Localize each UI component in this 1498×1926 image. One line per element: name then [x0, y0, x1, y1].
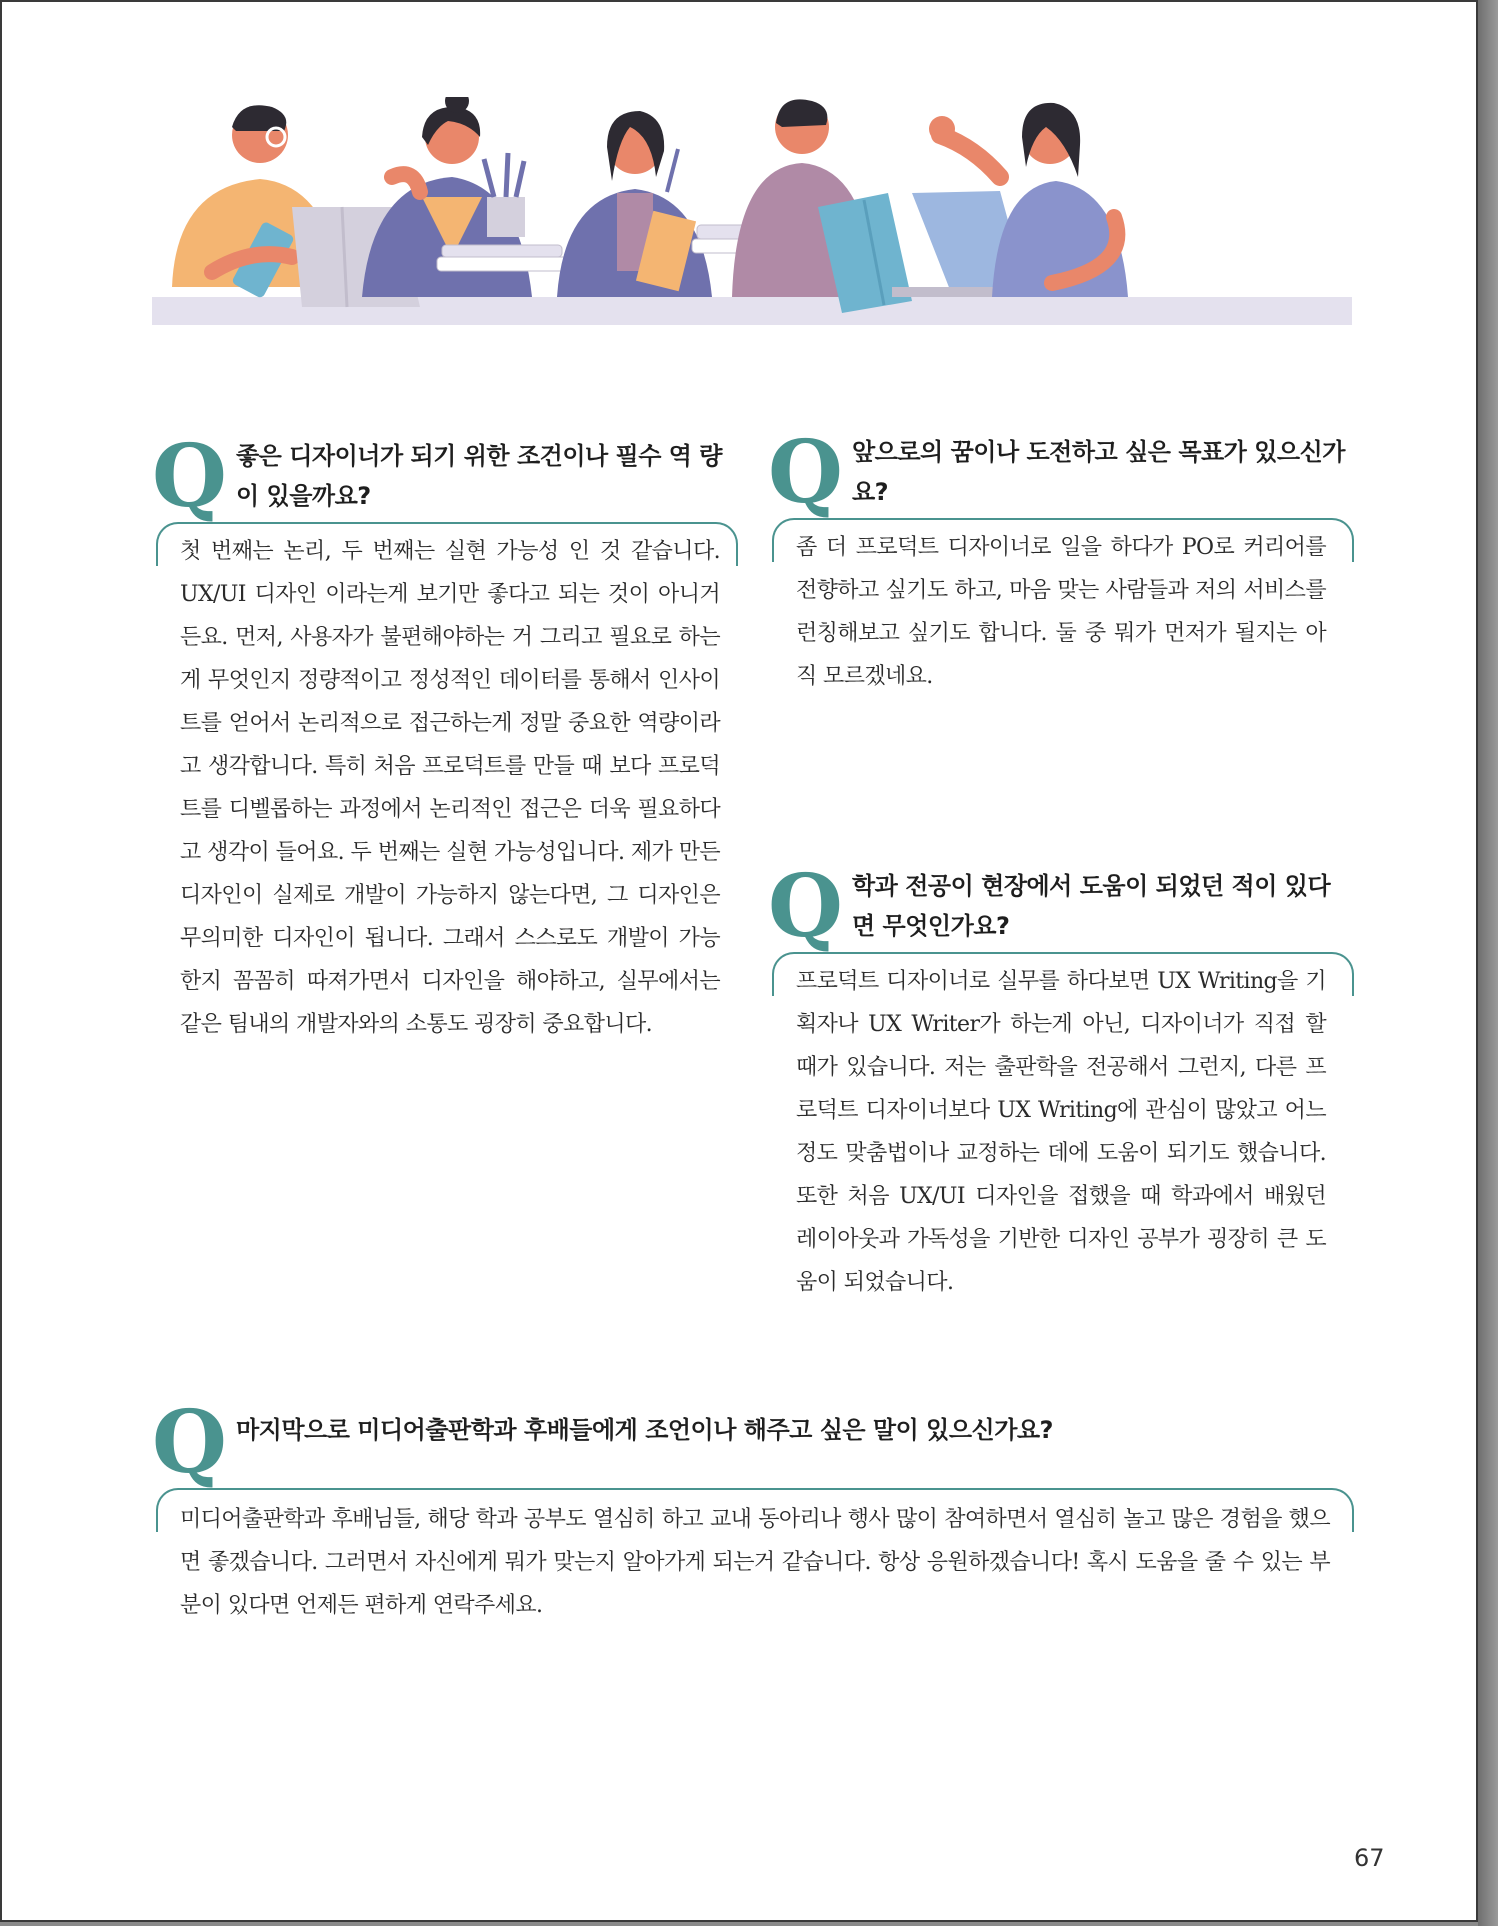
answer-text: 첫 번째는 논리, 두 번째는 실현 가능성 인 것 같습니다. UX/UI 디자인 이라는게 보기만 좋다고 되는 것이 아니거든요. 먼저, 사용자가 불편해야하는 거 그리고 필요로 하는게 무엇인지 정량적이고 정성적인 데이터를 통해서 인사이트를 얻어서 논리적으로 접근하는게 정말 중요한 역량이라고 생각합니다. 특히 처음 프로덕트를 만들 때 보다 프로덕트를 디벨롭하는 과정에서 논리적인 접근은 더욱 필요하다고 생각이 들어요. 두 번째는 실현 가능성입니다. 제가 만든 디자인이 실제로 개발이 가능하지 않는다면, 그 디자인은 무의미한 디자인이 됩니다. 그래서 스스로도 개발이 가능한지 꼼꼼히 따져가면서 디자인을 해야하고, 실무에서는 같은 팀내의 개발자와의 소통도 굉장히 중요합니다.: [180, 539, 720, 1037]
q-mark: Q: [152, 426, 227, 527]
q-mark: Q: [768, 422, 843, 523]
question-title: 마지막으로 미디어출판학과 후배들에게 조언이나 해주고 싶은 말이 있으신가요?: [236, 1416, 1053, 1444]
answer-text: 좀 더 프로덕트 디자이너로 일을 하다가 PO로 커리어를 전향하고 싶기도 하고, 마음 맞는 사람들과 저의 서비스를 런칭해보고 싶기도 합니다. 둘 중 뭐가 먼저가 될지는 아직 모르겠네요.: [796, 535, 1326, 689]
answer-text: 미디어출판학과 후배님들, 해당 학과 공부도 열심히 하고 교내 동아리나 행사 많이 참여하면서 열심히 놀고 많은 경험을 했으면 좋겠습니다. 그러면서 자신에게 뭐가 맞는지 알아가게 되는거 같습니다. 항상 응원하겠습니다! 혹시 도움을 줄 수 있는 부분이 있다면 언제든 편하게 연락주세요.: [180, 1507, 1330, 1618]
page-number: 67: [1354, 1844, 1385, 1872]
page-edge: [1478, 0, 1498, 1926]
question-title: 좋은 디자이너가 되기 위한 조건이나 필수 역 량이 있을까요?: [236, 442, 722, 510]
question-title: 앞으로의 꿈이나 도전하고 싶은 목표가 있으신가요?: [852, 438, 1345, 506]
question-title: 학과 전공이 현장에서 도움이 되었던 적이 있다면 무엇인가요?: [852, 872, 1331, 940]
answer-text: 프로덕트 디자이너로 실무를 하다보면 UX Writing을 기획자나 UX Writer가 하는게 아닌, 디자이너가 직접 할 때가 있습니다. 저는 출판학을 전공해서 그런지, 다른 프로덕트 디자이너보다 UX Writing에 관심이 많았고 어느정도 맞춤법이나 교정하는 데에 도움이 되기도 했습니다. 또한 처음 UX/UI 디자인을 접했을 때 학과에서 배웠던 레이아웃과 가독성을 기반한 디자인 공부가 굉장히 큰 도움이 되었습니다.: [796, 969, 1326, 1295]
people-studying-illustration: [152, 97, 1352, 332]
q-mark: Q: [152, 1392, 227, 1493]
q-mark: Q: [768, 856, 843, 957]
